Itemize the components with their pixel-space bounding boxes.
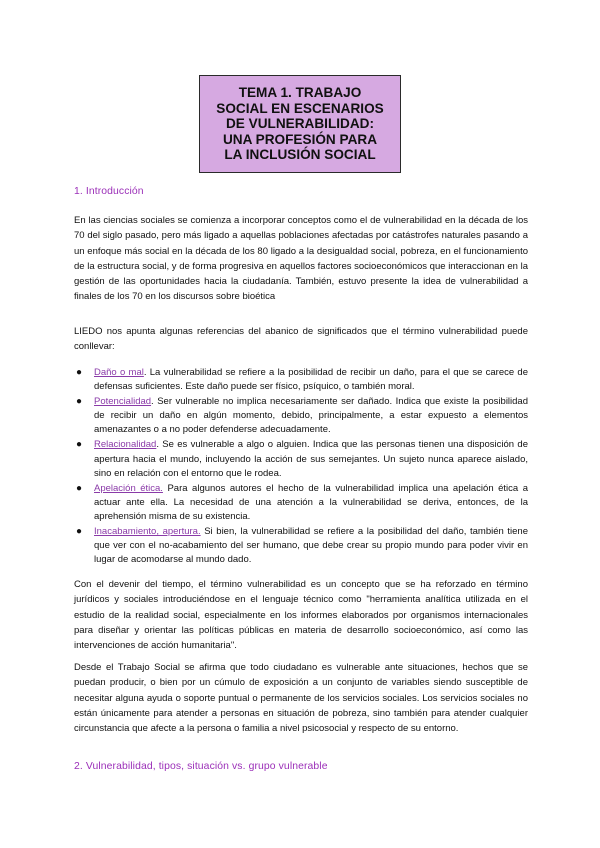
list-item-text: Si bien, la vulnerabilidad se refiere a la posibilidad del daño, también tiene que ver con el no-acabamiento del ser humano, que debe crear su propio mundo para poder vivir en lugar de acomodarse al mundo dado. [94, 526, 529, 566]
paragraph-intro: En las ciencias sociales se comienza a incorporar conceptos como el de vulnerabilidad en la década de los 70 del siglo pasado, pero más ligado a aquellas poblaciones afectadas por catástrofes naturales pasando a un enfoque más social en la década de los 80 ligado a la desigualdad social, pobreza, en el funcionamiento de la estructura social, y de forma progresiva en aquellos factores socioeconómicos que interaccionan en la gestión de las oportunidades hacia la ciudadanía. También, estuvo presente la idea de vulnerabilidad a finales de los 70 en los discursos sobre bioética [74, 215, 528, 303]
title-box [199, 75, 401, 173]
term-link[interactable]: Inacabamiento, apertura. [94, 526, 201, 538]
title-line-2: SOCIAL EN ESCENARIOS [216, 100, 384, 116]
bullet-icon: ● [76, 367, 83, 378]
list-item [74, 525, 528, 567]
list-item-text: . La vulnerabilidad se refiere a la posibilidad de recibir un daño, para el que se carece de defensas suficientes. Este daño puede ser físico, psíquico, o también moral. [94, 367, 528, 393]
paragraph-liedo: LIEDO nos apunta algunas referencias del abanico de significados que el término vulnerabilidad puede conllevar: [74, 326, 528, 353]
bullet-icon: ● [76, 526, 83, 538]
bullet-icon: ● [76, 482, 83, 494]
term-link[interactable]: Relacionalidad [94, 439, 157, 451]
section-heading-introduccion: 1. Introducción [74, 186, 144, 197]
term-link[interactable]: Apelación ética. [94, 482, 163, 494]
vulnerability-meanings-list [74, 366, 528, 568]
term-link[interactable]: Daño o mal [94, 367, 144, 378]
paragraph-devenir: Con el devenir del tiempo, el término vulnerabilidad es un concepto que se ha reforzado en término jurídicos y sociales introduciéndose en el lenguaje técnico como "herramienta analítica utilizada en el estudio de la realidad social, especialmente en los informes elaborados por organismos internacionales para diseñar y orientar las políticas públicas en materia de desarrollo socioeconómico, así como las intervenciones de acción humanitaria". [74, 579, 528, 652]
list-item [74, 366, 528, 394]
list-item-text: . Ser vulnerable no implica necesariamente ser dañado. Indica que existe la posibilidad de recibir un daño en algún momento, debido, principalmente, a estar expuesto a elementos amenazantes o a no poder defenderse adecuadamente. [94, 396, 528, 436]
section-heading-vulnerabilidad-tipos: 2. Vulnerabilidad, tipos, situación vs. grupo vulnerable [74, 761, 328, 772]
title-line-3: DE VULNERABILIDAD: [225, 116, 375, 132]
list-item [74, 438, 528, 480]
bullet-icon: ● [76, 439, 83, 451]
term-link[interactable]: Potencialidad [94, 396, 152, 408]
list-item-text: Para algunos autores el hecho de la vulnerabilidad implica una apelación ética a actuar ante ella. La necesidad de una atención a la vulnerabilidad se deriva, entonces, de la aprehensión misma de su existencia. [94, 482, 528, 522]
list-item [74, 395, 528, 437]
list-item [74, 482, 528, 524]
title-line-1: TEMA 1. TRABAJO [238, 85, 362, 101]
title-line-5: LA INCLUSIÓN SOCIAL [224, 147, 376, 163]
title-line-4: UNA PROFESIÓN PARA [222, 131, 378, 147]
list-item-text: . Se es vulnerable a algo o alguien. Indica que las personas tienen una disposición de apertura hacia el mundo, incluyendo la acción de sus semejantes. Un sujeto nunca aparece aislado, sino en relación con el entorno que le rodea. [94, 439, 528, 479]
bullet-icon: ● [76, 396, 83, 408]
paragraph-trabajo-social: Desde el Trabajo Social se afirma que todo ciudadano es vulnerable ante situaciones, hechos que se puedan producir, o bien por un cúmulo de exposición a un conjunto de variables siendo susceptible de necesitar alguna ayuda o soporte puntual o permanente de los servicios sociales. Los servicios sociales no están únicamente para atender a personas en situación de pobreza, sino también para atender cualquier circunstancia que afecte a la persona o familia a nivel psicosocial y respecto de su entorno. [74, 662, 528, 735]
